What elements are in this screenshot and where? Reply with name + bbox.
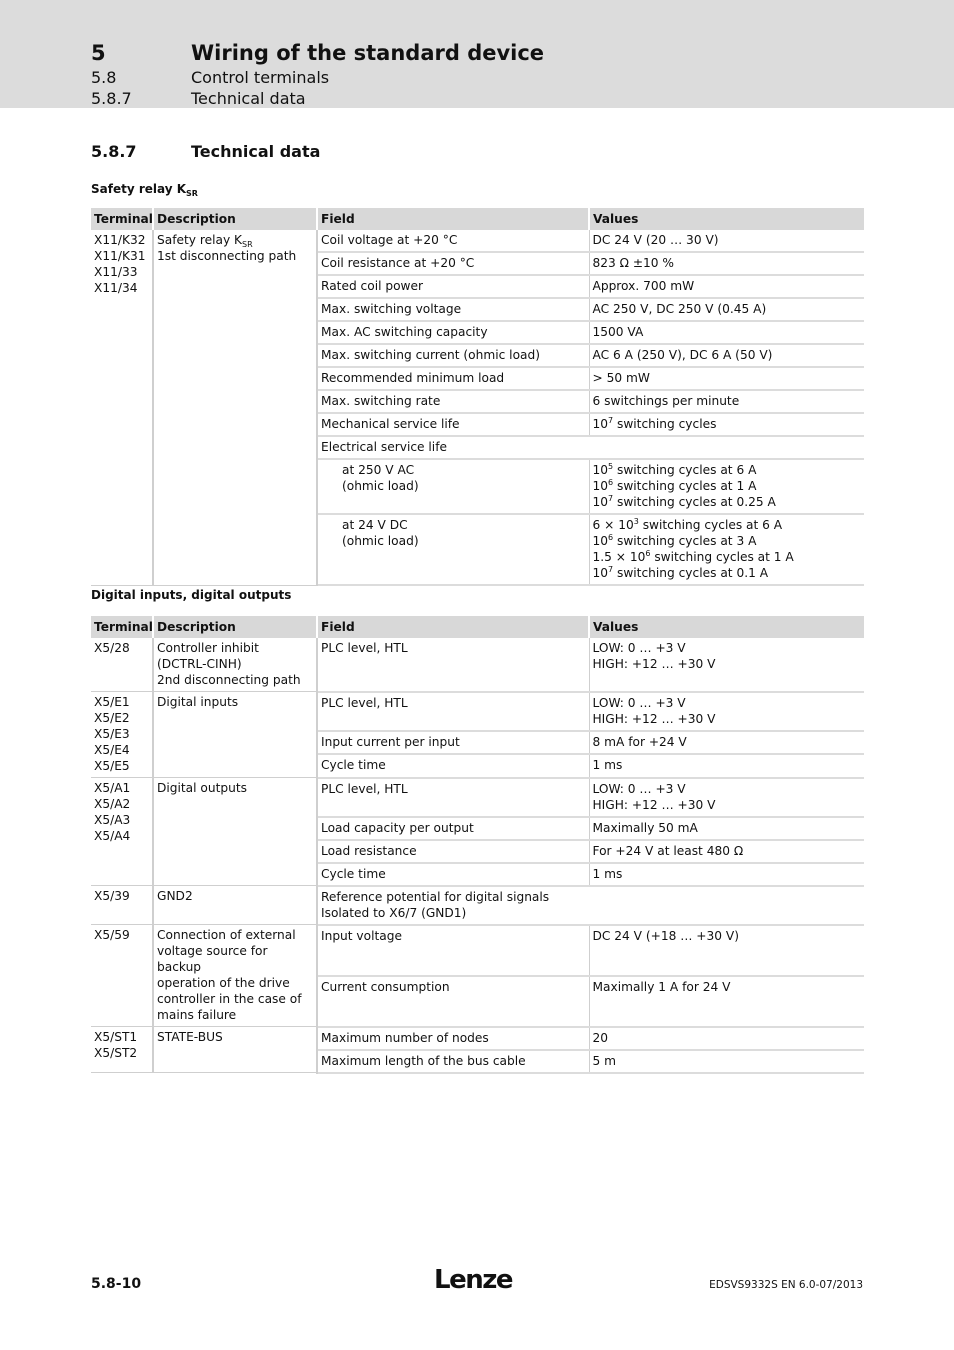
section-title: Control terminals [191,68,330,87]
value-text: switching cycles [613,417,717,431]
value-text: switching cycles at 0.1 A [613,566,769,580]
chapter-number: 5 [91,41,106,65]
value-base: 10 [592,463,609,477]
relay-table [91,208,864,586]
value-cell: AC 6 A (250 V), DC 6 A (50 V) [589,344,864,367]
io-table [91,616,864,1074]
value-cell: Maximally 50 mA [589,817,864,840]
description-line: 1st disconnecting path [157,249,297,263]
value-line [593,517,862,533]
value-text: switching cycles at 0.25 A [613,495,776,509]
value-cell: For +24 V at least 480 Ω [589,840,864,863]
terminal-cell: X5/A1 X5/A2 X5/A3 X5/A4 [91,778,153,886]
field-cell: at 250 V AC (ohmic load) [317,459,589,514]
description-cell: STATE-BUS [153,1027,317,1073]
value-cell: DC 24 V (+18 … +30 V) [589,925,864,976]
description-cell [153,230,317,585]
column-header: Description [153,208,317,230]
column-header: Description [153,616,317,638]
value-exponent: 6 [645,549,651,558]
lenze-logo-text: Lenze [434,1265,512,1292]
field-cell: Rated coil power [317,275,589,298]
table-row [91,692,864,731]
column-header: Values [589,616,864,638]
table-row [91,1027,864,1050]
field-cell: Input voltage [317,925,589,976]
value-text: switching cycles at 6 A [613,463,757,477]
column-header: Terminal [91,616,153,638]
description-name: Safety relay K [157,233,243,247]
description-cell: Connection of external voltage source for backup operation of the drive controller in the case of mains failure [153,925,317,1027]
value-base: 10 [592,417,609,431]
table-header-row [91,208,864,230]
field-cell: Cycle time [317,863,589,886]
lenze-logo [434,1262,514,1292]
description-cell: Digital outputs [153,778,317,886]
value-base: 6 × 10 [592,518,634,532]
value-cell: LOW: 0 … +3 V HIGH: +12 … +30 V [589,692,864,731]
value-exponent: 5 [608,462,614,471]
value-cell: 1500 VA [589,321,864,344]
field-cell: Max. switching current (ohmic load) [317,344,589,367]
field-cell: Max. AC switching capacity [317,321,589,344]
terminal-cell: X5/E1 X5/E2 X5/E3 X5/E4 X5/E5 [91,692,153,778]
description-line [157,232,313,248]
column-header: Values [589,208,864,230]
value-base: 10 [592,495,609,509]
value-cell: 823 Ω ±10 % [589,252,864,275]
value-text: switching cycles at 1 A [613,479,757,493]
value-text: switching cycles at 6 A [638,518,783,532]
value-line [593,462,862,478]
value-cell: 1 ms [589,754,864,777]
terminal-cell: X5/39 [91,886,153,925]
column-header: Terminal [91,208,153,230]
field-cell: Maximum number of nodes [317,1027,589,1050]
value-exponent: 3 [633,517,639,526]
field-cell: PLC level, HTL [317,638,589,692]
field-cell: Coil voltage at +20 °C [317,230,589,252]
field-cell: Input current per input [317,731,589,754]
value-base: 10 [592,479,609,493]
value-line [593,533,862,549]
field-cell: Reference potential for digital signals Isolated to X6/7 (GND1) [317,886,864,925]
value-base: 10 [592,566,609,580]
terminal-cell: X5/59 [91,925,153,1027]
field-cell: PLC level, HTL [317,692,589,731]
field-cell: PLC level, HTL [317,778,589,817]
terminal-cell: X5/ST1 X5/ST2 [91,1027,153,1073]
page-title-number: 5.8.7 [91,142,137,161]
value-cell: 8 mA for +24 V [589,731,864,754]
io-caption: Digital inputs, digital outputs [91,588,292,602]
description-subscript: SR [242,240,253,249]
value-cell [589,514,864,585]
field-cell: at 24 V DC (ohmic load) [317,514,589,585]
value-exponent: 7 [608,565,614,574]
field-cell: Max. switching rate [317,390,589,413]
value-line [593,565,862,581]
value-cell [589,459,864,514]
field-cell: Load resistance [317,840,589,863]
value-cell: Maximally 1 A for 24 V [589,976,864,1027]
value-cell [589,413,864,436]
page-number: 5.8-10 [91,1276,142,1292]
value-cell: > 50 mW [589,367,864,390]
field-cell: Mechanical service life [317,413,589,436]
value-text: switching cycles at 1 A [650,550,794,564]
value-cell: LOW: 0 … +3 V HIGH: +12 … +30 V [589,638,864,692]
value-line [593,494,862,510]
value-base: 1.5 × 10 [592,550,646,564]
terminal-cell: X5/28 [91,638,153,692]
column-header: Field [317,616,589,638]
value-cell: 6 switchings per minute [589,390,864,413]
description-cell: GND2 [153,886,317,925]
value-exponent: 7 [608,416,614,425]
field-cell: Current consumption [317,976,589,1027]
value-base: 10 [592,534,609,548]
chapter-title: Wiring of the standard device [191,41,545,65]
field-cell: Maximum length of the bus cable [317,1050,589,1073]
page-title [91,142,321,161]
table-row [91,778,864,817]
table-row [91,886,864,925]
value-cell: DC 24 V (20 … 30 V) [589,230,864,252]
value-text: switching cycles at 3 A [613,534,757,548]
field-cell: Cycle time [317,754,589,777]
value-cell: LOW: 0 … +3 V HIGH: +12 … +30 V [589,778,864,817]
field-cell: Coil resistance at +20 °C [317,252,589,275]
subsection-title: Technical data [191,89,306,108]
page-title-text: Technical data [191,142,321,161]
field-cell: Electrical service life [317,436,864,459]
value-cell: Approx. 700 mW [589,275,864,298]
value-exponent: 7 [608,494,614,503]
description-cell: Digital inputs [153,692,317,778]
value-cell: 5 m [589,1050,864,1073]
value-cell: 1 ms [589,863,864,886]
table-row [91,638,864,692]
table-row [91,925,864,976]
value-cell: AC 250 V, DC 250 V (0.45 A) [589,298,864,321]
section-number: 5.8 [91,68,117,87]
field-cell: Recommended minimum load [317,367,589,390]
value-exponent: 6 [608,533,614,542]
table-row [91,230,864,252]
value-exponent: 6 [608,478,614,487]
relay-caption: Safety relay $K_{SR}$ [91,182,198,198]
document-id: EDSVS9332S EN 6.0-07/2013 [709,1279,863,1291]
terminal-cell: X11/K32 X11/K31 X11/33 X11/34 [91,230,153,585]
column-header: Field [317,208,589,230]
subsection-number: 5.8.7 [91,89,132,108]
field-cell: Load capacity per output [317,817,589,840]
description-cell: Controller inhibit (DCTRL-CINH) 2nd disconnecting path [153,638,317,692]
table-header-row [91,616,864,638]
value-cell: 20 [589,1027,864,1050]
field-cell: Max. switching voltage [317,298,589,321]
value-line [593,478,862,494]
value-line [593,549,862,565]
